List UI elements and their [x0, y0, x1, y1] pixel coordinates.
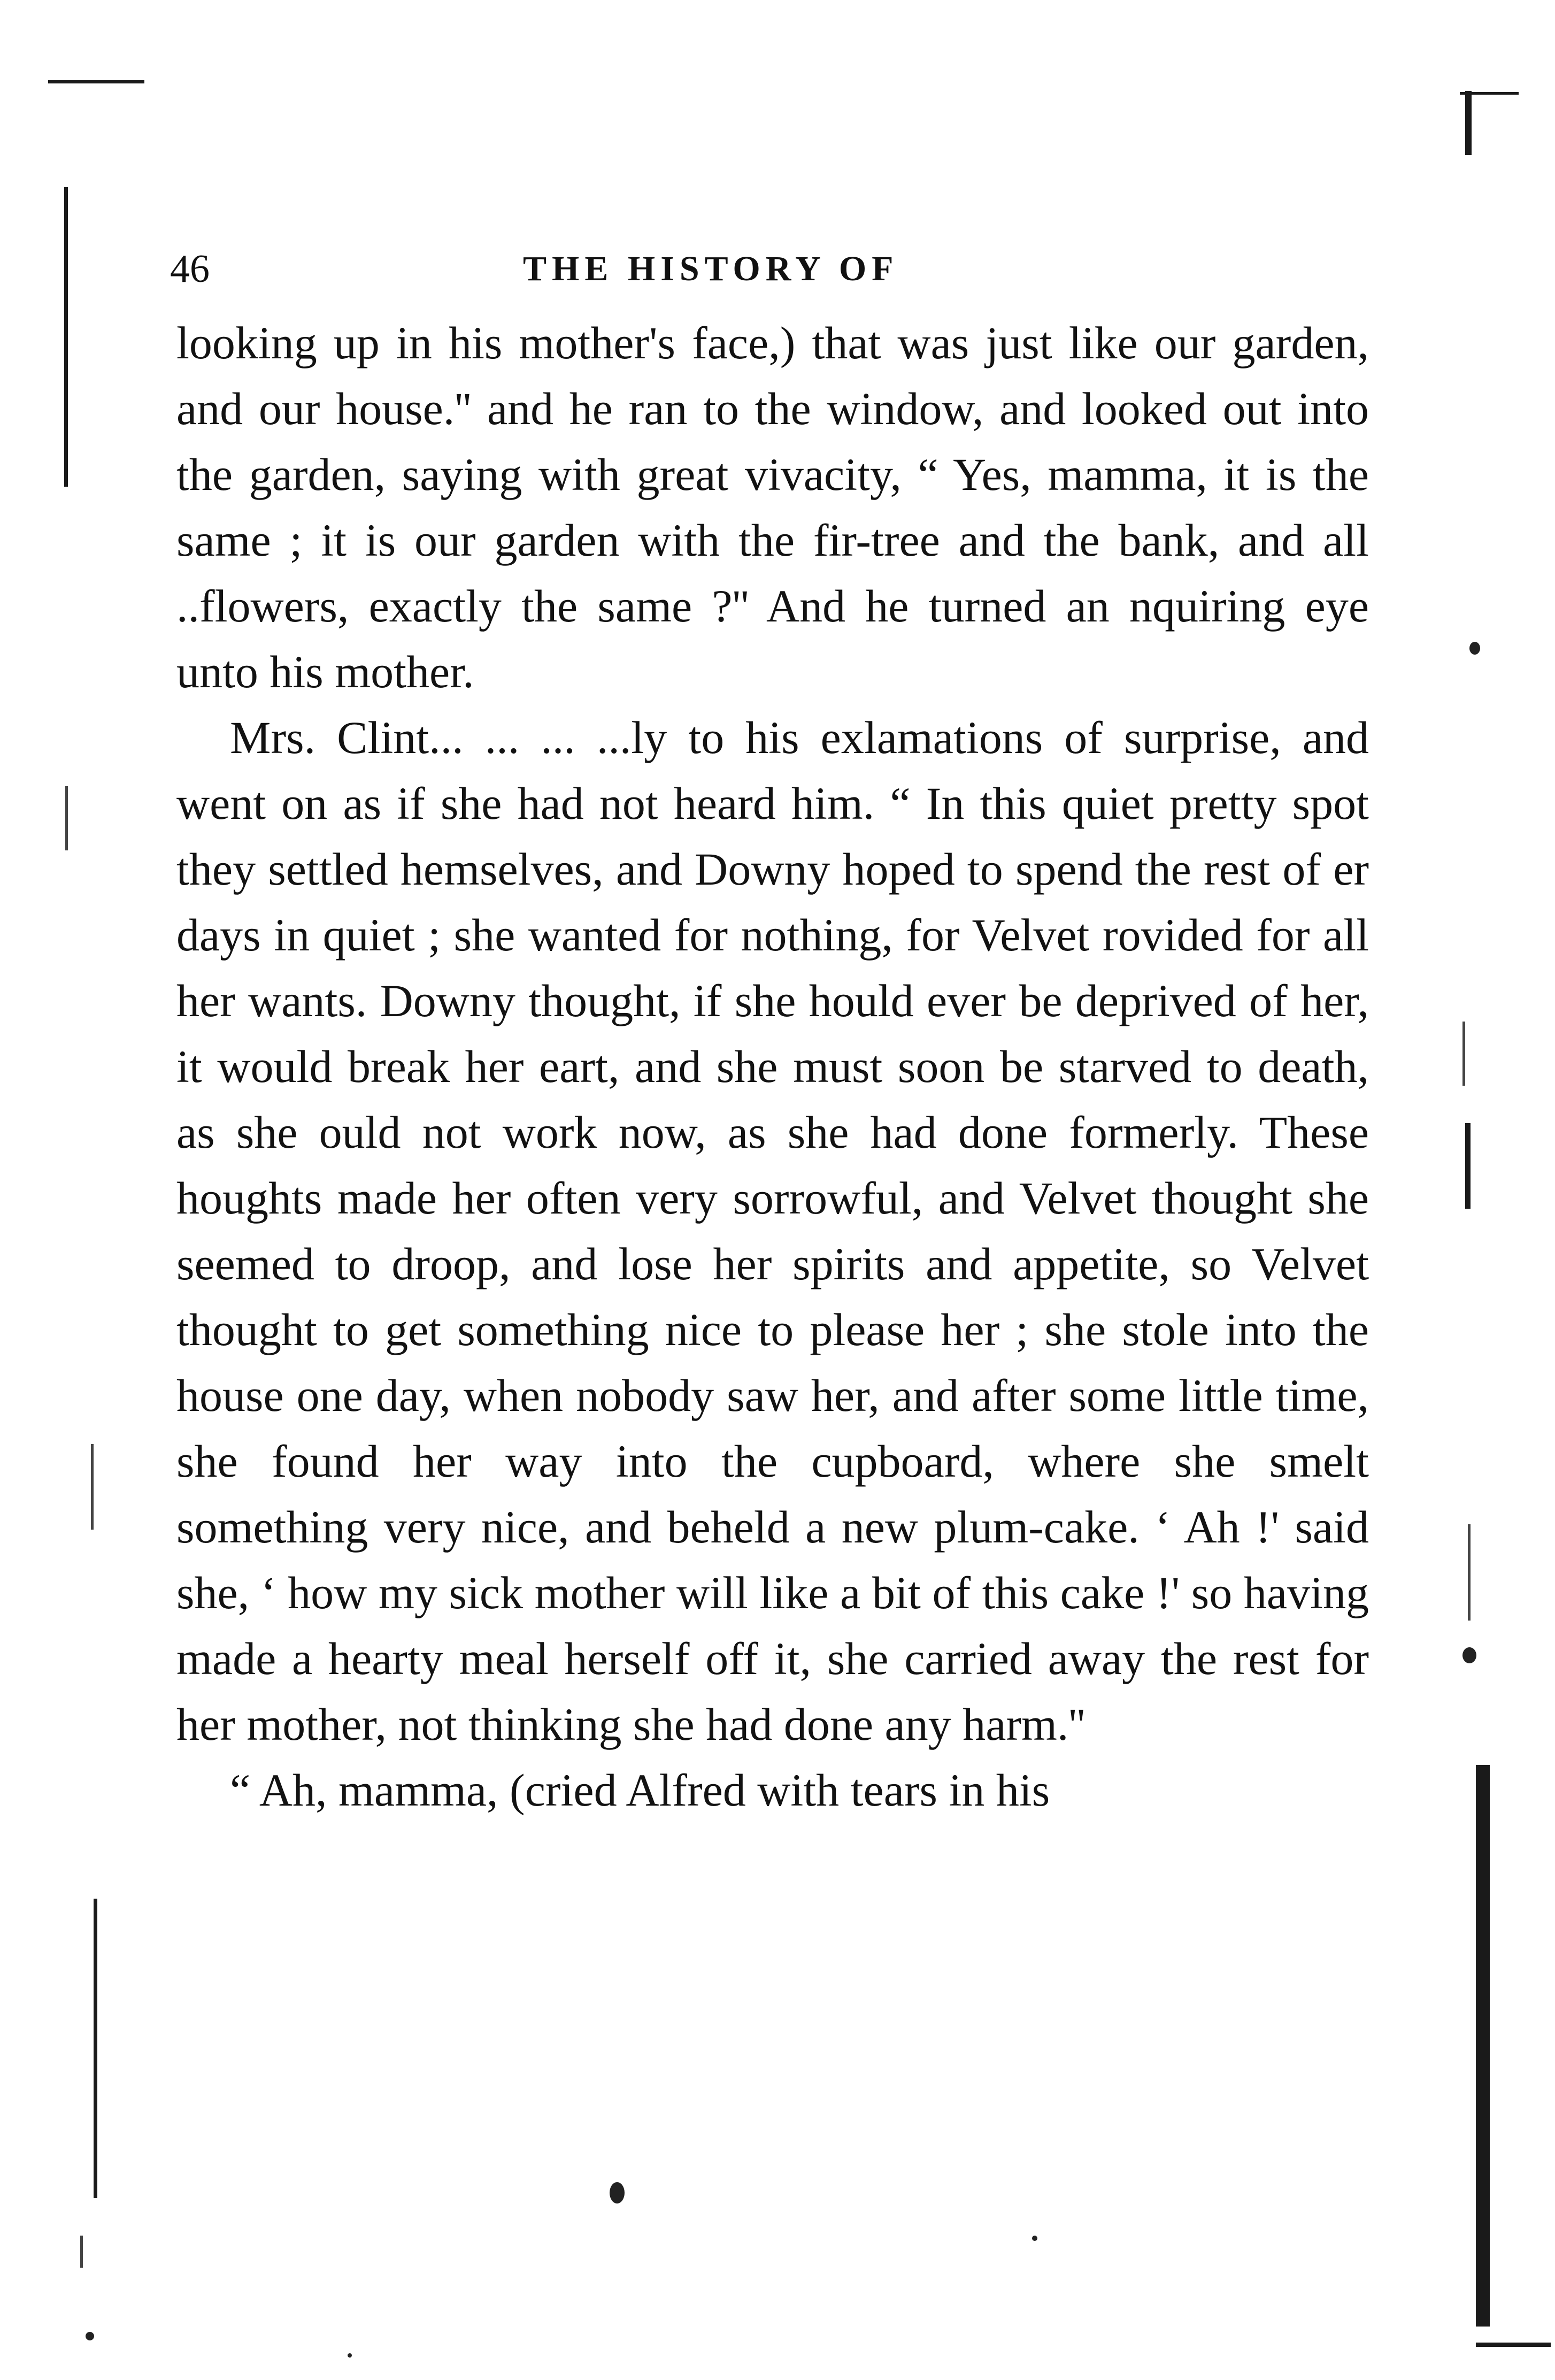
paragraph: looking up in his mother's face,) that was just like our garden, and our house.'' and he ran to the window, and looked out into the garden, saying with great vivacity, “ Yes, mamma, it is the same ; it is our garden with the fir-tree and the bank, and all ..flowers, exactly the same ?'' And he turned an nquiring eye unto his mother. — [176, 317, 1369, 697]
scan-mark-left-3 — [91, 1444, 94, 1530]
scan-mark-left-2 — [65, 786, 68, 850]
page-header — [170, 240, 1389, 298]
scan-mark-right-3 — [1468, 1524, 1471, 1621]
scan-mark-left-1 — [64, 187, 68, 487]
scan-mark-top-right — [1465, 91, 1472, 155]
scan-speck — [1469, 642, 1480, 655]
running-title: THE HISTORY OF — [523, 249, 899, 288]
scan-speck — [348, 2353, 352, 2358]
scan-mark-left-4 — [94, 1899, 97, 2198]
scan-mark-top-right-bar — [1460, 92, 1519, 95]
scan-mark-left-5 — [80, 2236, 83, 2268]
page-number: 46 — [170, 247, 210, 291]
scan-speck — [86, 2332, 94, 2340]
scan-mark-right-4 — [1476, 1765, 1490, 2327]
paragraph: “ Ah, mamma, (cried Alfred with tears in his — [230, 1764, 1050, 1816]
scan-mark-bottom-right — [1476, 2343, 1551, 2347]
scan-mark-right-2 — [1465, 1123, 1471, 1209]
scan-mark-top-left — [48, 80, 144, 83]
scan-speck — [1462, 1647, 1476, 1663]
scan-mark-right-1 — [1462, 1022, 1465, 1086]
scan-speck — [610, 2182, 625, 2204]
scan-speck — [1032, 2236, 1037, 2241]
paragraph: Mrs. Clint... ... ... ...ly to his exlamations of surprise, and went on as if she had not heard him. “ In this quiet pretty spot they settled hemselves, and Downy hoped to spend the rest of er days in quiet ; she wanted for nothing, for Velvet rovided for all her wants. Downy thought, if she hould ever be deprived of her, it would break her eart, and she must soon be starved to death, as she ould not work now, as she had done formerly. These houghts made her often very sorrowful, and Velvet thought she seemed to droop, and lose her spirits and appetite, so Velvet thought to get something nice to please her ; she stole into the house one day, when nobody saw her, and after some little time, she found her way into the cupboard, where she smelt something very nice, and beheld a new plum-cake. ‘ Ah !' said she, ‘ how my sick mother will like a bit of this cake !' so having made a hearty meal herself off it, she carried away the rest for her mother, not thinking she had done any harm.'' — [176, 712, 1369, 1750]
body-text — [176, 310, 1369, 1823]
